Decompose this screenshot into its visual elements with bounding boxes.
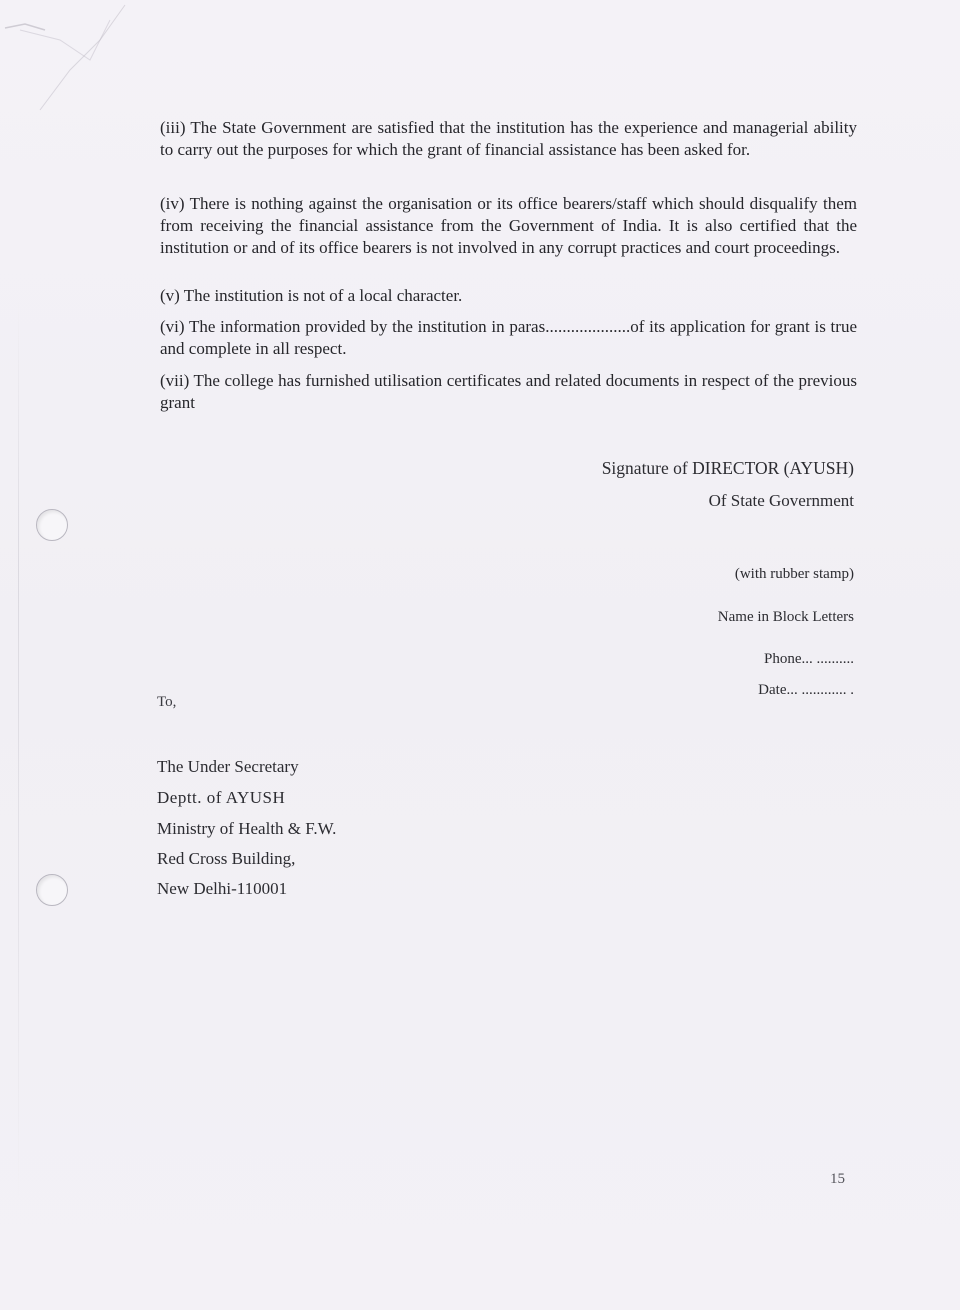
punch-hole [36, 874, 68, 906]
signature-subtitle: Of State Government [708, 491, 854, 510]
paper-crease-mark [0, 0, 140, 200]
phone-field-label: Phone... .......... [764, 651, 854, 667]
address-to: To, [157, 694, 177, 710]
address-line: Red Cross Building, [157, 849, 296, 868]
address-line: New Delhi-110001 [157, 879, 288, 898]
page-number: 15 [830, 1171, 845, 1187]
address-line: Deptt. of AYUSH [157, 788, 286, 807]
stamp-note: (with rubber stamp) [734, 566, 854, 582]
clause-iii: (iii) The State Government are satisfied that the institution has the experience and managerial ability to carry out the purposes for which the grant of financial assistance has been asked for. [160, 118, 857, 159]
signature-title: Signature of DIRECTOR (AYUSH) [601, 458, 854, 478]
paper-edge-line [18, 300, 19, 1200]
address-line: Ministry of Health & F.W. [157, 819, 337, 838]
name-in-block-letters-label: Name in Block Letters [717, 609, 854, 625]
punch-hole [36, 509, 68, 541]
date-field-label: Date... ............ . [758, 682, 854, 698]
address-line: The Under Secretary [157, 757, 299, 776]
clause-iv: (iv) There is nothing against the organisation or its office bearers/staff which should disqualify them from receiving the financial assistance from the Government of India. It is also certified that the institution or and of its office bearers is not involved in any corrupt practices and court proceedings. [160, 194, 857, 257]
clause-vi: (vi) The information provided by the institution in paras....................of its application for grant is true and complete in all respect. [160, 317, 857, 358]
clause-vii: (vii) The college has furnished utilisation certificates and related documents in respect of the previous grant [160, 371, 857, 412]
clause-v: (v) The institution is not of a local character. [160, 286, 463, 305]
